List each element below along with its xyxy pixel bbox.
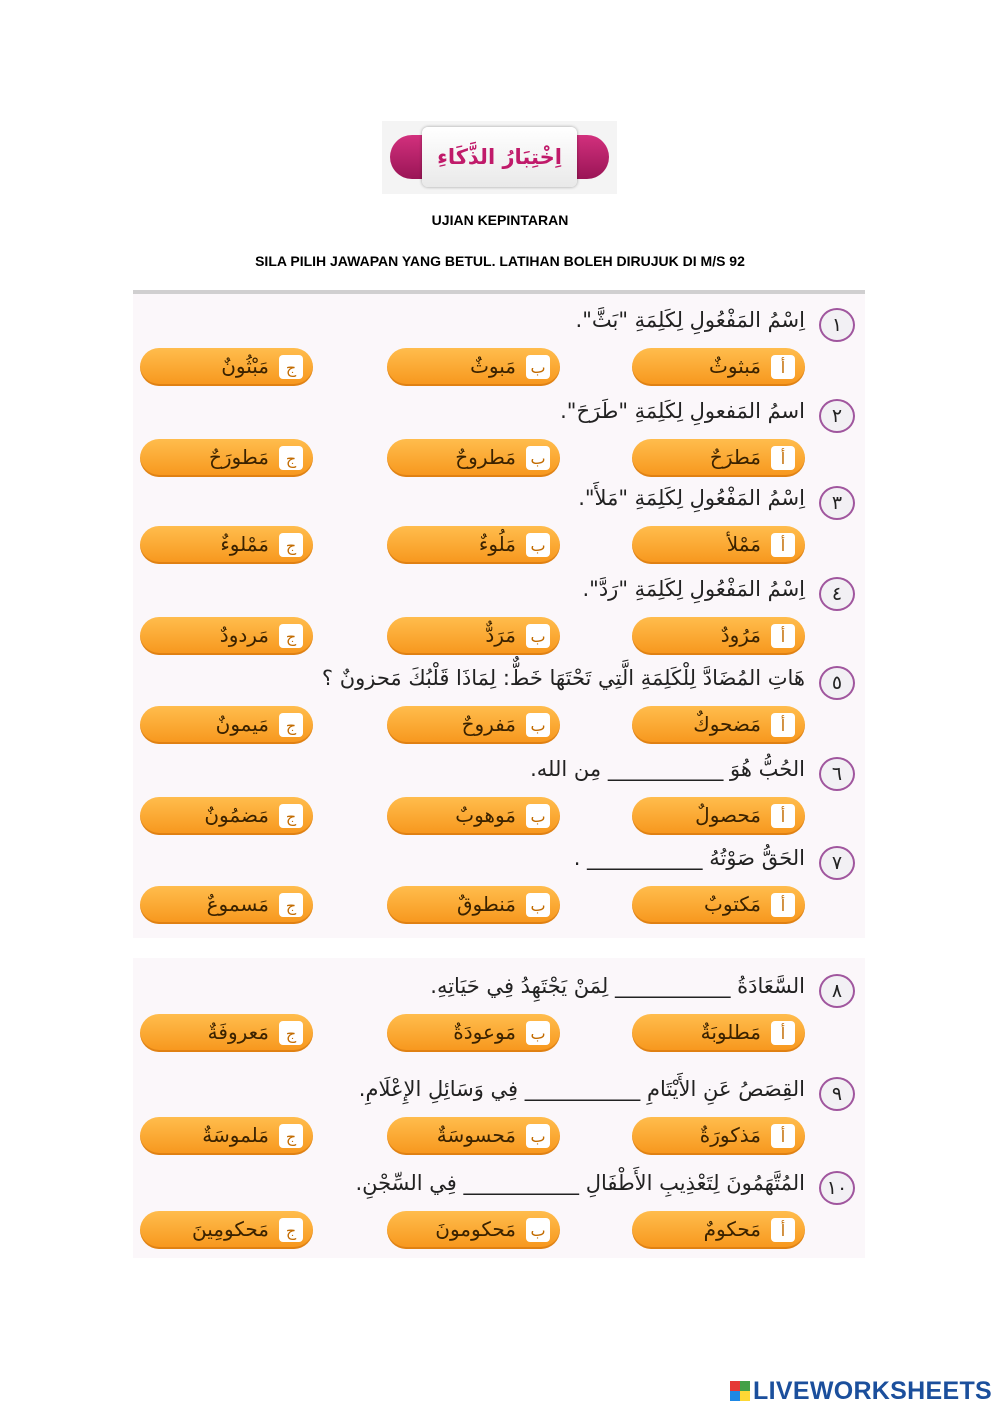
question-panel-1 xyxy=(133,290,865,938)
question-text: الحُبُّ هُوَ ___________ مِن الله. xyxy=(530,757,805,781)
question-number-badge: ٣ xyxy=(819,486,855,520)
question-10 xyxy=(133,1165,865,1209)
option-text: مَلُوءٌ xyxy=(478,532,516,556)
answer-option-b[interactable] xyxy=(387,706,560,744)
question-number-badge: ٦ xyxy=(819,757,855,791)
option-letter: ج xyxy=(279,804,303,828)
banner-label xyxy=(422,127,577,187)
option-text: مَحكومٌ xyxy=(703,1217,761,1241)
option-text: مَرَدٌّ xyxy=(485,623,516,647)
question-number-badge: ٥ xyxy=(819,666,855,700)
option-text: مَطروحٌ xyxy=(455,445,516,469)
answer-option-b[interactable] xyxy=(387,1211,560,1249)
question-text: القِصَصُ عَنِ الأَيْتَامِ ___________ فِي وَسَائِلِ الإِعْلَامِ. xyxy=(358,1077,805,1101)
answer-option-b[interactable] xyxy=(387,526,560,564)
answer-option-c[interactable] xyxy=(140,1211,313,1249)
answer-option-a[interactable] xyxy=(632,1117,805,1155)
question-9 xyxy=(133,1071,865,1115)
option-letter: أ xyxy=(771,624,795,648)
answer-option-a[interactable] xyxy=(632,348,805,386)
option-text: مَضمُونٌ xyxy=(204,803,269,827)
option-letter: ب xyxy=(526,1021,550,1045)
answer-option-a[interactable] xyxy=(632,706,805,744)
option-letter: ج xyxy=(279,624,303,648)
answer-option-c[interactable] xyxy=(140,886,313,924)
option-text: مَحصولٌ xyxy=(695,803,761,827)
option-letter: ج xyxy=(279,713,303,737)
option-text: مَلموسَةٌ xyxy=(202,1123,269,1147)
question-text: اِسْمُ المَفْعُولِ لِكَلِمَةِ "بَثَّ". xyxy=(575,308,805,332)
option-text: مَبثوثٌ xyxy=(709,354,761,378)
answer-option-b[interactable] xyxy=(387,439,560,477)
question-3 xyxy=(133,480,865,524)
question-text: المُتَّهَمُونَ لِتَعْذِيبِ الأَطْفَالِ ___________ فِي السِّجْنِ. xyxy=(355,1171,805,1195)
liveworksheets-icon xyxy=(730,1381,750,1401)
question-number-badge: ١ xyxy=(819,308,855,342)
question-text: الحَقُّ صَوْتُهُ ___________ . xyxy=(573,846,805,870)
footer-logo xyxy=(730,1376,992,1406)
answer-option-b[interactable] xyxy=(387,1117,560,1155)
option-letter: ج xyxy=(279,355,303,379)
answer-option-a[interactable] xyxy=(632,439,805,477)
answer-option-b[interactable] xyxy=(387,1014,560,1052)
option-text: مَذكورَةٌ xyxy=(699,1123,761,1147)
question-7 xyxy=(133,840,865,884)
option-letter: ج xyxy=(279,893,303,917)
answer-option-a[interactable] xyxy=(632,1211,805,1249)
option-letter: أ xyxy=(771,804,795,828)
option-text: مَحكومونَ xyxy=(435,1217,516,1241)
option-letter: أ xyxy=(771,1021,795,1045)
instruction-text: SILA PILIH JAWAPAN YANG BETUL. LATIHAN BOLEH DIRUJUK DI M/S 92 xyxy=(255,253,745,269)
option-letter: ج xyxy=(279,1124,303,1148)
question-5 xyxy=(133,660,865,704)
option-text: مَحكومِينَ xyxy=(192,1217,269,1241)
option-letter: ج xyxy=(279,533,303,557)
panel-top-edge xyxy=(133,290,865,294)
question-8 xyxy=(133,968,865,1012)
option-text: مَفروحٌ xyxy=(461,712,516,736)
option-text: مَمْلوءٌ xyxy=(220,532,269,556)
option-letter: ج xyxy=(279,1218,303,1242)
page-title: UJIAN KEPINTARAN xyxy=(431,212,569,228)
option-letter: ب xyxy=(526,1124,550,1148)
question-text: اِسْمُ المَفْعُولِ لِكَلِمَةِ "مَلأَ". xyxy=(578,486,805,510)
option-text: مَمْلأ xyxy=(726,532,761,556)
option-text: مَبْثُونٌ xyxy=(221,354,269,378)
answer-option-c[interactable] xyxy=(140,706,313,744)
option-text: مَطلوبَةٌ xyxy=(700,1020,761,1044)
option-letter: ب xyxy=(526,1218,550,1242)
answer-option-a[interactable] xyxy=(632,1014,805,1052)
answer-option-b[interactable] xyxy=(387,348,560,386)
option-letter: ج xyxy=(279,1021,303,1045)
answer-option-c[interactable] xyxy=(140,526,313,564)
option-letter: ب xyxy=(526,893,550,917)
option-text: مَطورَحٌ xyxy=(208,445,269,469)
option-letter: ب xyxy=(526,533,550,557)
option-text: مَسموعٌ xyxy=(206,892,269,916)
option-text: مَحسوسَةٌ xyxy=(436,1123,516,1147)
answer-option-c[interactable] xyxy=(140,439,313,477)
option-text: مَنطوقٌ xyxy=(456,892,516,916)
option-letter: أ xyxy=(771,355,795,379)
question-panel-2 xyxy=(133,958,865,1258)
option-text: مَيمونٌ xyxy=(215,712,269,736)
question-4 xyxy=(133,571,865,615)
answer-option-b[interactable] xyxy=(387,617,560,655)
option-letter: ب xyxy=(526,446,550,470)
option-text: مَرُودٌ xyxy=(720,623,761,647)
option-letter: أ xyxy=(771,1218,795,1242)
option-text: مَردودٌ xyxy=(219,623,269,647)
option-letter: ب xyxy=(526,713,550,737)
option-letter: ب xyxy=(526,624,550,648)
option-letter: ج xyxy=(279,446,303,470)
question-number-badge: ١٠ xyxy=(819,1171,855,1205)
option-letter: أ xyxy=(771,1124,795,1148)
answer-option-c[interactable] xyxy=(140,348,313,386)
option-letter: أ xyxy=(771,893,795,917)
question-number-badge: ٢ xyxy=(819,399,855,433)
option-text: مَوعودَةٌ xyxy=(453,1020,516,1044)
option-text: مَعروفَةٌ xyxy=(207,1020,269,1044)
answer-option-c[interactable] xyxy=(140,617,313,655)
option-text: مَضحوكٌ xyxy=(693,712,761,736)
answer-option-c[interactable] xyxy=(140,1117,313,1155)
question-text: هَاتِ المُضَادَّ لِلْكَلِمَةِ الَّتِي تَحْتَهَا خَطٌّ: لِمَاذَا قَلْبُكَ مَحزونٌ ؟ xyxy=(321,666,805,690)
question-number-badge: ٨ xyxy=(819,974,855,1008)
answer-option-a[interactable] xyxy=(632,617,805,655)
question-text: السَّعَادَةُ ___________ لِمَنْ يَجْتَهِدُ فِي حَيَاتِهِ. xyxy=(430,974,805,998)
option-letter: ب xyxy=(526,804,550,828)
question-number-badge: ٧ xyxy=(819,846,855,880)
answer-option-c[interactable] xyxy=(140,797,313,835)
option-text: مَطرَحٌ xyxy=(709,445,761,469)
question-text: اِسْمُ المَفْعُولِ لِكَلِمَةِ "رَدَّ". xyxy=(582,577,805,601)
option-letter: ب xyxy=(526,355,550,379)
answer-option-b[interactable] xyxy=(387,886,560,924)
banner-title: اِخْتِبَارُ الذَّكَاءِ xyxy=(437,145,562,169)
answer-option-c[interactable] xyxy=(140,1014,313,1052)
option-text: مَكتوبٌ xyxy=(704,892,761,916)
question-text: اسمُ المَفعولِ لِكَلِمَةِ "طَرَحَ". xyxy=(560,399,805,423)
answer-option-b[interactable] xyxy=(387,797,560,835)
question-6 xyxy=(133,751,865,795)
answer-option-a[interactable] xyxy=(632,886,805,924)
option-letter: أ xyxy=(771,533,795,557)
option-letter: أ xyxy=(771,713,795,737)
option-text: مَبوثٌ xyxy=(470,354,516,378)
answer-option-a[interactable] xyxy=(632,526,805,564)
question-1 xyxy=(133,302,865,346)
question-number-badge: ٤ xyxy=(819,577,855,611)
option-letter: أ xyxy=(771,446,795,470)
footer-brand: LIVEWORKSHEETS xyxy=(753,1376,992,1405)
question-number-badge: ٩ xyxy=(819,1077,855,1111)
option-text: مَوهوبٌ xyxy=(455,803,516,827)
question-2 xyxy=(133,393,865,437)
title-banner xyxy=(382,121,617,194)
answer-option-a[interactable] xyxy=(632,797,805,835)
